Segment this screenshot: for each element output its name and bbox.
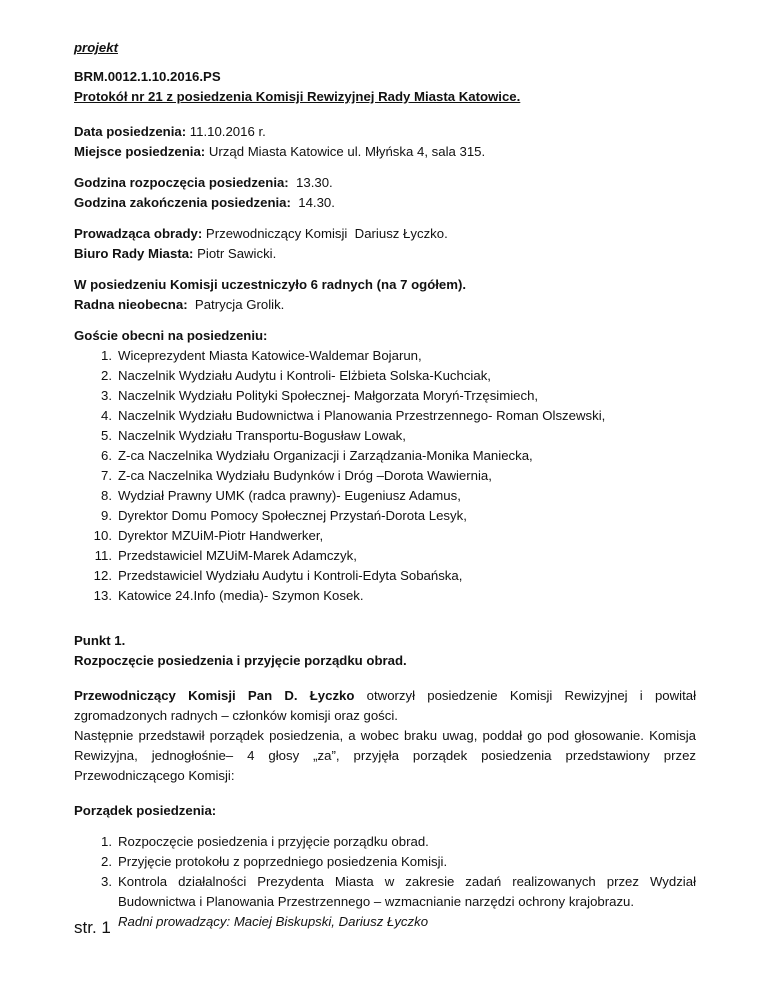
start-value: 13.30.: [288, 175, 333, 190]
end-value: 14.30.: [290, 195, 335, 210]
agenda-list: [74, 832, 696, 932]
meeting-place: [74, 142, 696, 162]
list-item: 7. Z-ca Naczelnika Wydziału Budynków i Dróg –Dorota Wawiernia,: [101, 468, 492, 483]
list-item: 12. Przedstawiciel Wydziału Audytu i Kontroli-Edyta Sobańska,: [93, 568, 463, 583]
absent: [74, 295, 696, 315]
document-page: [74, 38, 696, 932]
agenda-item3-note: Radni prowadzący: Maciej Biskupski, Dariusz Łyczko: [118, 914, 429, 929]
guests-list: [74, 346, 696, 606]
chair: [74, 224, 696, 244]
agenda-heading: Porządek posiedzenia:: [74, 803, 217, 818]
meeting-date: [74, 122, 696, 142]
speaker-name: Przewodniczący Komisji Pan D. Łyczko: [74, 688, 355, 703]
point1-text-1: otworzył posiedzenie Komisji Rewizyjnej i powitał zgromadzonych radnych – członków komisji oraz gości.: [74, 688, 696, 723]
office-label: Biuro Rady Miasta:: [74, 246, 194, 261]
start-time: [74, 173, 696, 193]
place-label: Miejsce posiedzenia:: [74, 144, 206, 159]
list-item: 6. Z-ca Naczelnika Wydziału Organizacji i Zarządzania-Monika Maniecka,: [101, 448, 533, 463]
point1-title: Rozpoczęcie posiedzenia i przyjęcie porządku obrad.: [74, 653, 407, 668]
point1-label: Punkt 1.: [74, 633, 126, 648]
list-item: 5. Naczelnik Wydziału Transportu-Bogusław Lowak,: [101, 428, 406, 443]
attendance: W posiedzeniu Komisji uczestniczyło 6 radnych (na 7 ogółem).: [74, 277, 467, 292]
draft-marker: projekt: [74, 40, 118, 55]
list-item: 1. Rozpoczęcie posiedzenia i przyjęcie porządku obrad.: [101, 834, 429, 849]
chair-value: Przewodniczący Komisji Dariusz Łyczko.: [202, 226, 448, 241]
list-item: 1. Wiceprezydent Miasta Katowice-Waldemar Bojarun,: [101, 348, 422, 363]
list-item: 2. Przyjęcie protokołu z poprzedniego posiedzenia Komisji.: [101, 854, 448, 869]
end-time: [74, 193, 696, 213]
point1-paragraph-2: Następnie przedstawił porządek posiedzenia, a wobec braku uwag, poddał go pod głosowanie. Komisja Rewizyjna, jednogłośnie– 4 głosy „za”, przyjęła porządek posiedzenia przedstawiony przez Przewodniczącego Komisji:: [74, 728, 696, 783]
place-value: Urząd Miasta Katowice ul. Młyńska 4, sala 315.: [205, 144, 486, 159]
list-item: 4. Naczelnik Wydziału Budownictwa i Planowania Przestrzennego- Roman Olszewski,: [101, 408, 606, 423]
guests-heading: Goście obecni na posiedzeniu:: [74, 328, 268, 343]
start-label: Godzina rozpoczęcia posiedzenia:: [74, 175, 289, 190]
list-item: 3. Kontrola działalności Prezydenta Miasta w zakresie zadań realizowanych przez Wydział Budownictwa i Planowania Przestrzennego – wzmacnianie narzędzi ochrony krajobrazu. Radni prowadzący: Maciej Biskupski, Dariusz Łyczko: [101, 874, 696, 929]
list-item: 8. Wydział Prawny UMK (radca prawny)- Eugeniusz Adamus,: [101, 488, 461, 503]
list-item: 10. Dyrektor MZUiM-Piotr Handwerker,: [93, 528, 324, 543]
document-title: Protokół nr 21 z posiedzenia Komisji Rewizyjnej Rady Miasta Katowice.: [74, 89, 521, 104]
date-value: 11.10.2016 r.: [186, 124, 266, 139]
office-value: Piotr Sawicki.: [193, 246, 277, 261]
page-number: str. 1: [74, 918, 111, 937]
list-item: 2. Naczelnik Wydziału Audytu i Kontroli- Elżbieta Solska-Kuchciak,: [101, 368, 491, 383]
list-item: 11. Przedstawiciel MZUiM-Marek Adamczyk,: [94, 548, 357, 563]
list-item: 9. Dyrektor Domu Pomocy Społecznej Przystań-Dorota Lesyk,: [101, 508, 467, 523]
list-item: 3. Naczelnik Wydziału Polityki Społecznej- Małgorzata Moryń-Trzęsimiech,: [101, 388, 539, 403]
date-label: Data posiedzenia:: [74, 124, 187, 139]
chair-label: Prowadząca obrady:: [74, 226, 203, 241]
list-item: 13. Katowice 24.Info (media)- Szymon Kosek.: [93, 588, 364, 603]
reference-number: BRM.0012.1.10.2016.PS: [74, 69, 221, 84]
council-office: [74, 244, 696, 264]
point1-paragraph-1: [74, 686, 696, 726]
absent-label: Radna nieobecna:: [74, 297, 188, 312]
end-label: Godzina zakończenia posiedzenia:: [74, 195, 291, 210]
absent-value: Patrycja Grolik.: [187, 297, 285, 312]
